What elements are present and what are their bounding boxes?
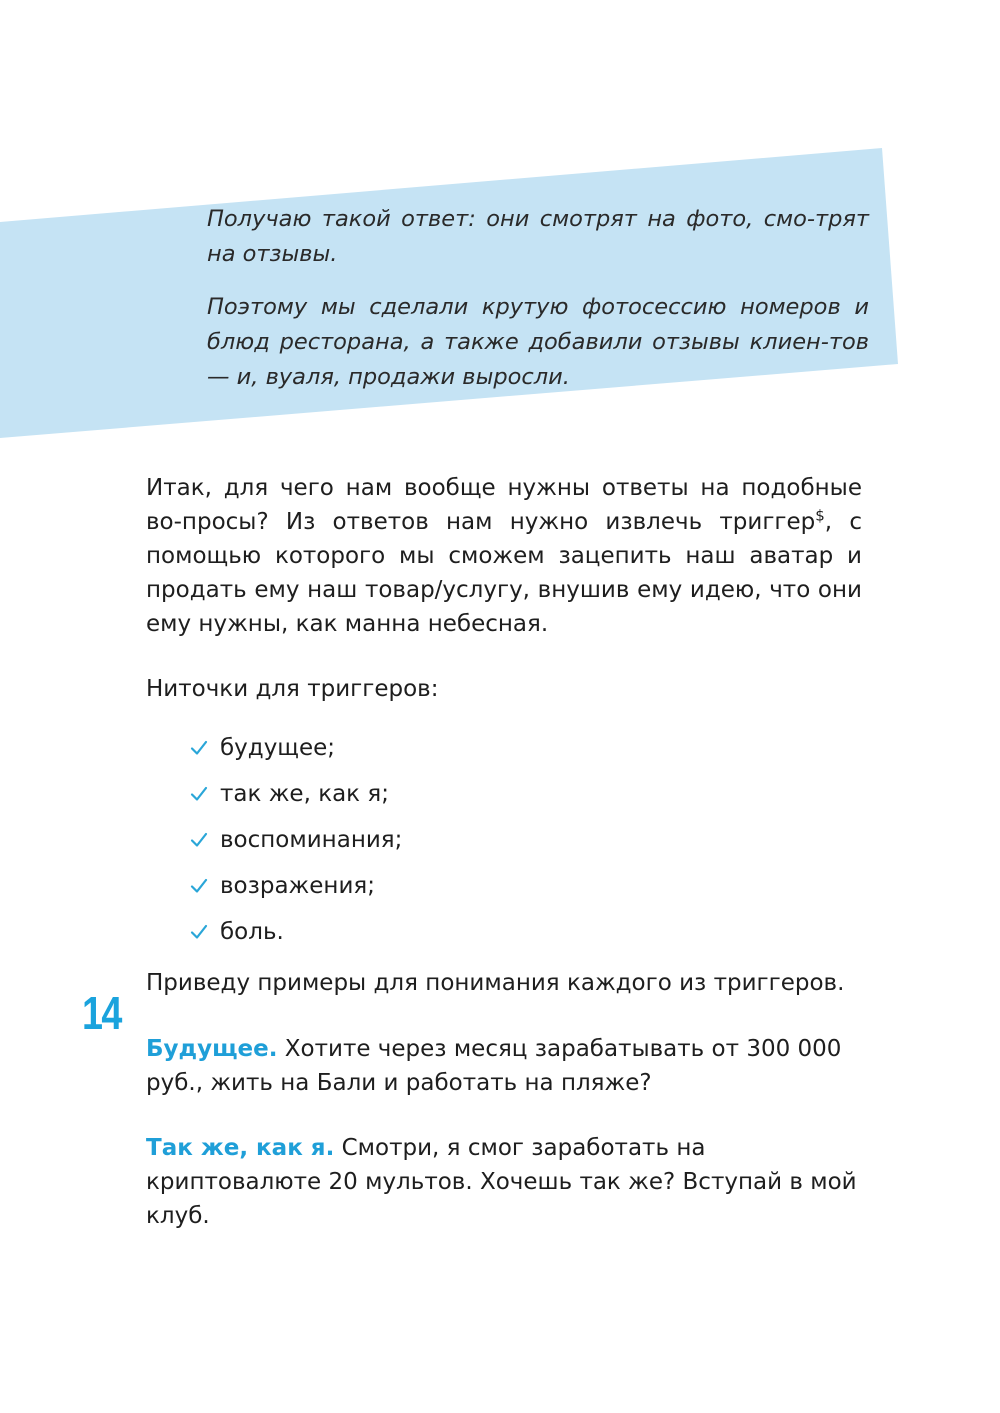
checkmark-icon (190, 831, 208, 849)
example-text: Хотите через месяц зарабатывать от 300 000 руб., жить на Бали и работать на пляже? (146, 1036, 842, 1096)
checkmark-icon (190, 785, 208, 803)
example-term: Будущее. (146, 1036, 278, 1062)
list-item (190, 909, 402, 955)
checkmark-icon (190, 877, 208, 895)
callout-paragraph-2: Поэтому мы сделали крутую фотосессию номеров и блюд ресторана, а также добавили отзывы клиен-тов — и, вуаля, продажи выросли. (207, 294, 869, 390)
trigger-label: так же, как я; (220, 781, 389, 807)
intro-paragraph (146, 471, 862, 641)
threads-heading-text: Ниточки для триггеров: (146, 676, 439, 702)
example-same-as-me (146, 1131, 862, 1233)
footnote-marker: $ (815, 506, 825, 525)
trigger-list (190, 725, 402, 955)
example-term: Так же, как я. (146, 1135, 335, 1161)
list-item (190, 817, 402, 863)
trigger-label: будущее; (220, 735, 336, 761)
checkmark-icon (190, 739, 208, 757)
examples-intro-text: Приведу примеры для понимания каждого из триггеров. (146, 970, 845, 996)
trigger-label: боль. (220, 919, 284, 945)
example-future (146, 1032, 862, 1100)
callout-quote (207, 202, 869, 413)
intro-text-end: , с помощью которого мы сможем зацепить наш аватар и продать ему наш товар/услугу, внушив ему идею, что они ему нужны, как манна небесная. (146, 509, 862, 637)
checkmark-icon (190, 923, 208, 941)
page-number: 14 (82, 987, 121, 1039)
example-text: Смотри, я смог заработать на криптовалюте 20 мультов. Хочешь так же? Вступай в мой клуб. (146, 1135, 857, 1229)
callout-paragraph-1: Получаю такой ответ: они смотрят на фото, смо-трят на отзывы. (207, 206, 869, 267)
intro-text-start: Итак, для чего нам вообще нужны ответы на подобные во-просы? Из ответов нам нужно извлечь триггер (146, 475, 862, 535)
threads-heading (146, 672, 862, 706)
examples-intro (146, 966, 862, 1000)
trigger-label: воспоминания; (220, 827, 403, 853)
list-item (190, 863, 402, 909)
trigger-label: возражения; (220, 873, 375, 899)
list-item (190, 771, 402, 817)
list-item (190, 725, 402, 771)
